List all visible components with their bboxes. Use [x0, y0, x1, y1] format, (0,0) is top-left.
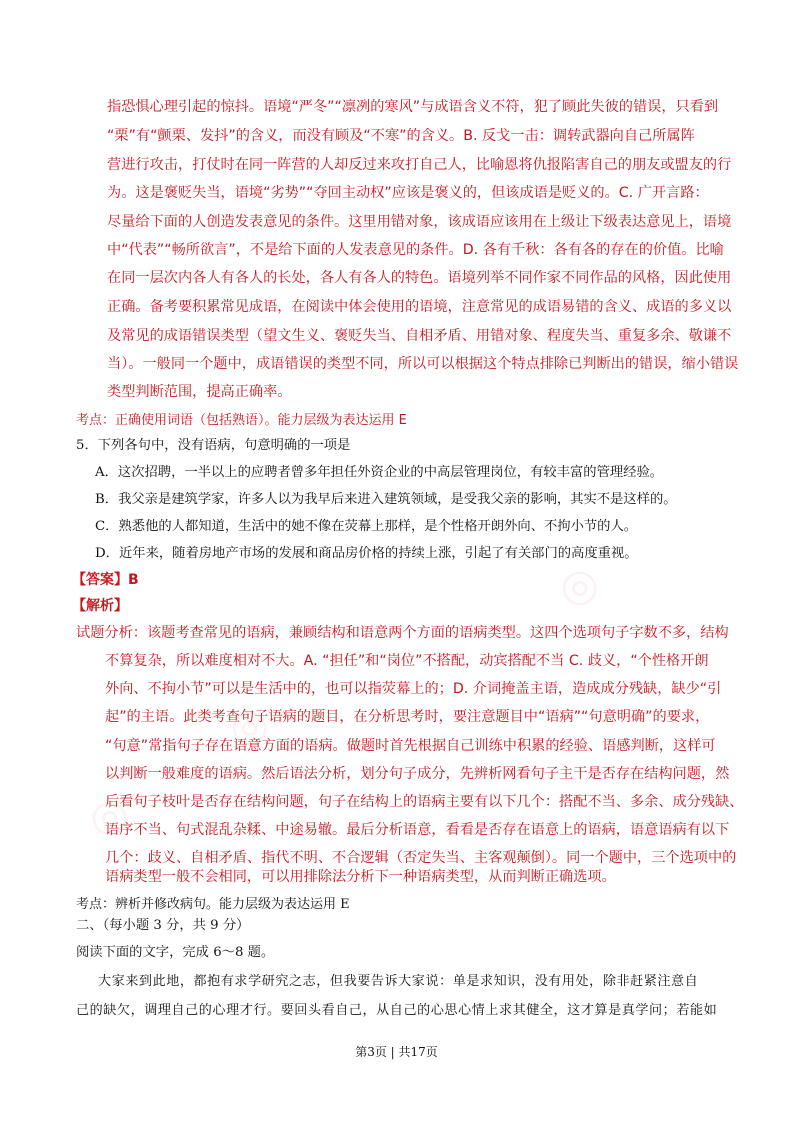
watermark-logo: ◎ [225, 697, 273, 754]
analysis-line: 及常见的成语错误类型（望文生义、褒贬失当、自相矛盾、用错对象、程度失当、重复多余、敬谦不 [107, 328, 732, 344]
section-instruction: 阅读下面的文字，完成 6～8 题。 [76, 945, 275, 960]
option-a: A．这次招聘，一半以上的应聘者曾多年担任外资企业的中高层管理岗位，有较丰富的管理经验。 [95, 465, 664, 480]
analysis-label: 【解析】 [72, 598, 128, 614]
kaodian-1: 考点：正确使用词语（包括熟语）。能力层级为表达运用 E [76, 413, 407, 428]
watermark-logo: ◎ [85, 787, 133, 844]
analysis-line: 外向、不拘小节”可以是生活中的，也可以指荧幕上的；D. 介词掩盖主语，造成成分残缺，缺少“引 [105, 681, 722, 697]
passage-line: 大家来到此地，都抱有求学研究之志，但我要告诉大家说：单是求知识，没有用处，除非赶紧注意自 [98, 974, 699, 989]
analysis-line: 语序不当、句式混乱杂糅、中途易辙。最后分析语意，看看是否存在语意上的语病，语意语病有以下 [105, 822, 730, 838]
section-heading: 二、（每小题 3 分，共 9 分） [76, 918, 250, 933]
analysis-line: 为。这是褒贬失当，语境“劣势”“夺回主动权”应该是褒义的，但该成语是贬义的。C. 广开言路： [107, 185, 709, 201]
analysis-line: “句意”常指句子存在语意方面的语病。做题时首先根据自己训练中积累的经验、语感判断，这样可 [105, 738, 716, 754]
analysis-line: 语病类型一般不会相同，可以用排除法分析下一种语病类型，从而判断正确选项。 [105, 869, 616, 885]
kaodian-2: 考点：辨析并修改病句。能力层级为表达运用 E [76, 897, 350, 912]
analysis-line: 几个：歧义、自相矛盾、指代不明、不合逻辑（否定失当、主客观颠倒）。同一个题中，三个选项中的 [105, 850, 737, 866]
analysis-line: 指恐惧心理引起的惊抖。语境“严冬”“凛冽的寒风”与成语含义不符，犯了顾此失彼的错误，只看到 [107, 99, 719, 115]
analysis-line: 不算复杂，所以难度相对不大。A. “担任”和“岗位”不搭配，动宾搭配不当 C. 歧义，“个性格开朗 [105, 653, 709, 669]
analysis-line: 类型判断范围，提高正确率。 [107, 384, 292, 400]
analysis-line: 在同一层次内各人有各人的长处，各人有各人的特色。语境列举不同作家不同作品的风格，因此使用 [107, 270, 732, 286]
analysis-line: 试题分析：该题考查常见的语病，兼顾结构和语意两个方面的语病类型。这四个选项句子字数不多，结构 [76, 625, 729, 641]
watermark-logo: ◎ [555, 557, 603, 614]
question-stem: 5．下列各句中，没有语病，句意明确的一项是 [76, 438, 351, 453]
analysis-line: 正确。备考要积累常见成语，在阅读中体会使用的语境，注意常见的成语易错的含义、成语的多义以 [107, 299, 732, 315]
analysis-line: 当）。一般同一个题中，成语错误的类型不同，所以可以根据这个特点排除已判断出的错误，缩小错误 [107, 356, 739, 372]
option-c: C．熟悉他的人都知道，生活中的她不像在荧幕上那样，是个性格开朗外向、不拘小节的人。 [95, 519, 638, 534]
option-d: D．近年来，随着房地产市场的发展和商品房价格的持续上涨，引起了有关部门的高度重视。 [95, 546, 638, 561]
analysis-line: 中“代表”“畅所欲言”，不是给下面的人发表意见的条件。D. 各有千秋：各有各的存在的价值。比喻 [107, 242, 724, 258]
page-footer: 第3页 | 共17页 [355, 1045, 438, 1059]
analysis-line: “栗”有“颤栗、发抖”的含义，而没有顾及“不寒”的含义。B. 反戈一击：调转武器向自己所属阵 [107, 128, 695, 144]
analysis-line: 尽量给下面的人创造发表意见的条件。这里用错对象，该成语应该用在上级让下级表达意见上，语境 [107, 214, 732, 230]
option-b: B．我父亲是建筑学家，许多人以为我早后来进入建筑领域，是受我父亲的影响，其实不是这样的。 [95, 492, 677, 507]
analysis-line: 以判断一般难度的语病。然后语法分析，划分句子成分，先辨析网看句子主干是否存在结构问题，然 [105, 766, 730, 782]
analysis-line: 营进行攻击，打仗时在同一阵营的人却反过来攻打自己人，比喻恩将仇报陷害自己的朋友或盟友的行 [107, 157, 732, 173]
analysis-line: 后看句子枝叶是否存在结构问题，句子在结构上的语病主要有以下几个：搭配不当、多余、成分残缺、 [105, 794, 744, 810]
analysis-line: 起”的主语。此类考查句子语病的题目，在分析思考时，要注意题目中“语病”“句意明确”的要求， [105, 709, 710, 725]
passage-line: 己的缺欠，调理自己的心理才行。要回头看自己，从自己的心思心情上求其健全，这才算是真学问；若能如 [76, 1003, 718, 1018]
answer-label: 【答案】B [72, 572, 139, 588]
